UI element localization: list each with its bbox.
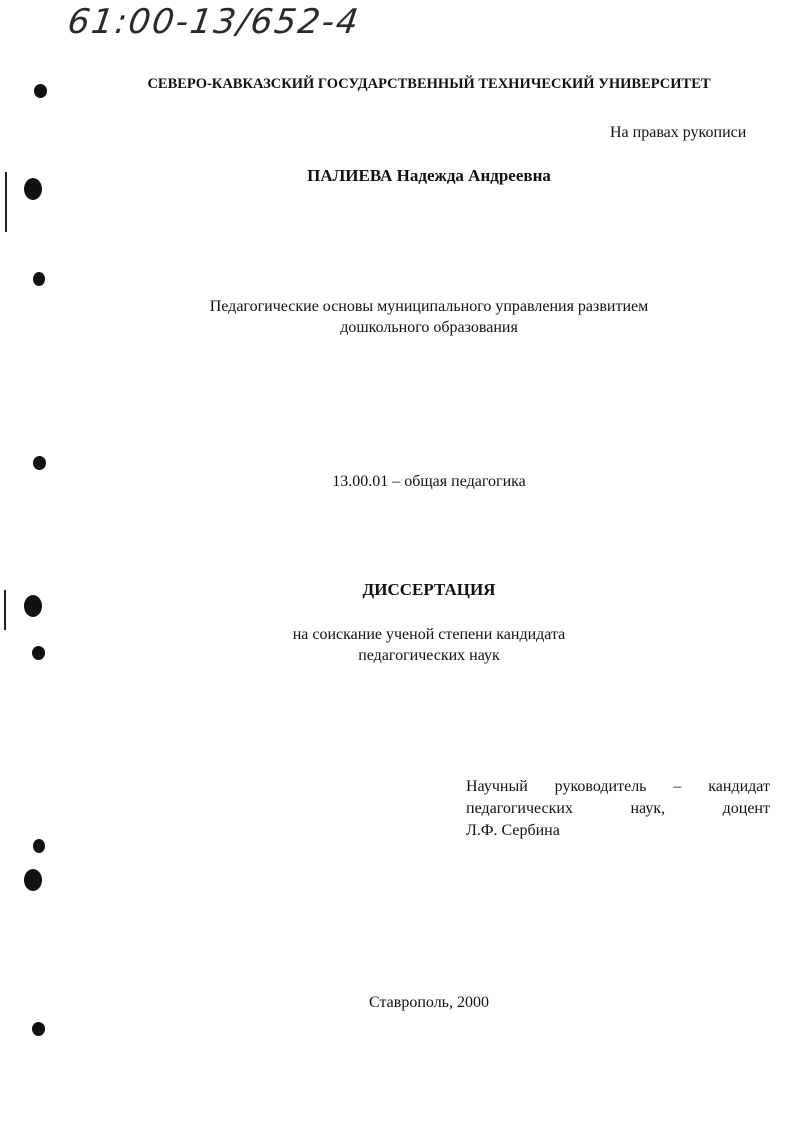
binder-hole <box>24 869 42 891</box>
supervisor-word: кандидат <box>708 778 770 795</box>
supervisor-word: доцент <box>722 800 770 817</box>
binder-hole <box>33 272 45 286</box>
degree-line: на соискание ученой степени кандидата <box>292 626 566 643</box>
supervisor-word: наук, <box>630 800 666 817</box>
dissertation-title-line: Педагогические основы муниципального управления развитием <box>209 298 649 315</box>
supervisor-word: педагогических <box>466 800 573 817</box>
supervisor-name: Л.Ф. Сербина <box>466 822 560 839</box>
binder-hole <box>33 839 45 853</box>
binder-hole <box>32 1022 45 1036</box>
supervisor-word: Научный <box>466 778 528 795</box>
supervisor-word: – <box>673 778 682 795</box>
supervisor-line <box>466 776 770 798</box>
author-name: ПАЛИЕВА Надежда Андреевна <box>307 166 551 185</box>
degree-line: педагогических наук <box>358 647 500 664</box>
city-year: Ставрополь, 2000 <box>369 994 489 1011</box>
supervisor-word: руководитель <box>554 778 647 795</box>
binder-hole <box>33 456 46 470</box>
dissertation-title-line: дошкольного образования <box>340 319 518 336</box>
document-type: ДИССЕРТАЦИЯ <box>362 580 496 599</box>
manuscript-note: На правах рукописи <box>610 124 747 141</box>
supervisor-line <box>466 798 770 820</box>
supervisor-block <box>466 776 770 842</box>
university-name: СЕВЕРО-КАВКАЗСКИЙ ГОСУДАРСТВЕННЫЙ ТЕХНИЧЕСКИЙ УНИВЕРСИТЕТ <box>147 76 711 92</box>
specialty-code: 13.00.01 – общая педагогика <box>332 473 526 490</box>
handwritten-archive-code: 61:00-13/652-4 <box>65 2 363 42</box>
